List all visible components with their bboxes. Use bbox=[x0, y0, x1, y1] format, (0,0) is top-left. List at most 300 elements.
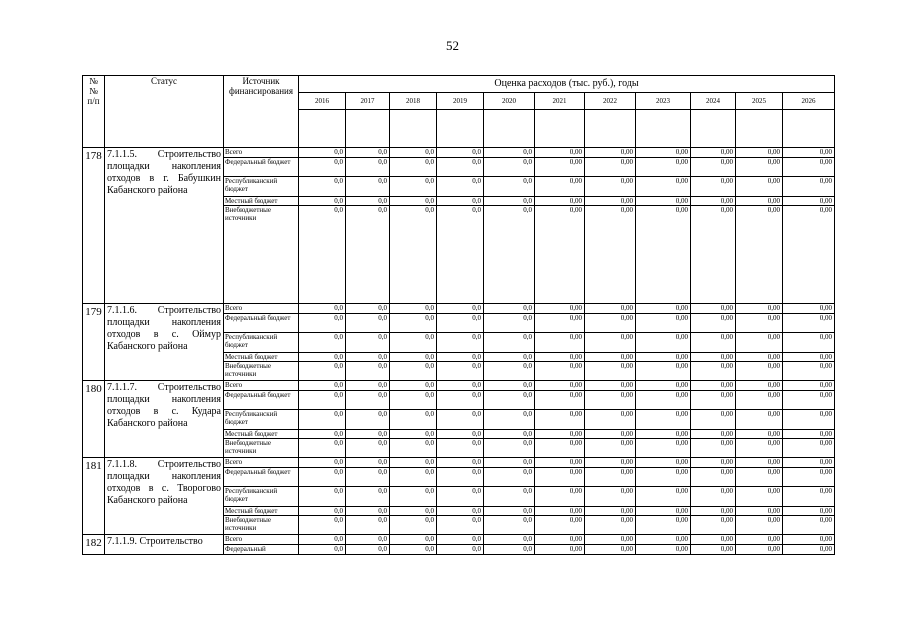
value-cell: 0,00 bbox=[691, 333, 736, 353]
value-cell: 0,00 bbox=[636, 516, 691, 535]
table-row bbox=[83, 535, 835, 545]
value-cell: 0,00 bbox=[636, 507, 691, 516]
value-cell: 0,00 bbox=[636, 410, 691, 430]
value-cell: 0,0 bbox=[299, 314, 346, 333]
header-year: 2025 bbox=[736, 93, 783, 110]
header-status: Статус bbox=[105, 76, 224, 148]
value-cell: 0,0 bbox=[484, 353, 535, 362]
header-blank-cell bbox=[346, 110, 390, 148]
value-cell: 0,0 bbox=[390, 206, 437, 304]
value-cell: 0,00 bbox=[783, 362, 835, 381]
header-source: Источник финансирования bbox=[224, 76, 299, 148]
value-cell: 0,0 bbox=[484, 439, 535, 458]
value-cell: 0,00 bbox=[736, 439, 783, 458]
value-cell: 0,00 bbox=[783, 148, 835, 158]
row-source: Всего bbox=[224, 381, 299, 391]
row-source: Федеральный бюджет bbox=[224, 314, 299, 333]
value-cell: 0,00 bbox=[691, 458, 736, 468]
value-cell: 0,0 bbox=[390, 148, 437, 158]
value-cell: 0,00 bbox=[736, 487, 783, 507]
header-blank-cell bbox=[437, 110, 484, 148]
value-cell: 0,00 bbox=[636, 381, 691, 391]
value-cell: 0,0 bbox=[484, 487, 535, 507]
value-cell: 0,0 bbox=[484, 535, 535, 545]
value-cell: 0,00 bbox=[691, 314, 736, 333]
value-cell: 0,00 bbox=[636, 333, 691, 353]
header-blank-cell bbox=[484, 110, 535, 148]
value-cell: 0,0 bbox=[390, 314, 437, 333]
value-cell: 0,00 bbox=[736, 391, 783, 410]
value-cell: 0,0 bbox=[346, 535, 390, 545]
value-cell: 0,00 bbox=[585, 545, 636, 555]
value-cell: 0,00 bbox=[535, 410, 585, 430]
value-cell: 0,0 bbox=[390, 439, 437, 458]
row-source: Республиканский бюджет bbox=[224, 410, 299, 430]
value-cell: 0,00 bbox=[535, 353, 585, 362]
header-year: 2017 bbox=[346, 93, 390, 110]
row-status: 7.1.1.9. Строительство bbox=[105, 535, 224, 555]
value-cell: 0,00 bbox=[736, 545, 783, 555]
value-cell: 0,00 bbox=[585, 468, 636, 487]
value-cell: 0,0 bbox=[437, 516, 484, 535]
value-cell: 0,0 bbox=[390, 177, 437, 197]
value-cell: 0,0 bbox=[437, 410, 484, 430]
row-source: Всего bbox=[224, 148, 299, 158]
value-cell: 0,0 bbox=[390, 197, 437, 206]
value-cell: 0,00 bbox=[736, 362, 783, 381]
value-cell: 0,00 bbox=[535, 458, 585, 468]
value-cell: 0,0 bbox=[390, 535, 437, 545]
value-cell: 0,0 bbox=[484, 314, 535, 333]
value-cell: 0,0 bbox=[484, 430, 535, 439]
value-cell: 0,0 bbox=[346, 177, 390, 197]
value-cell: 0,0 bbox=[390, 391, 437, 410]
value-cell: 0,0 bbox=[437, 535, 484, 545]
value-cell: 0,0 bbox=[484, 333, 535, 353]
value-cell: 0,0 bbox=[437, 148, 484, 158]
value-cell: 0,00 bbox=[535, 507, 585, 516]
value-cell: 0,00 bbox=[691, 206, 736, 304]
value-cell: 0,0 bbox=[484, 381, 535, 391]
row-source: Внебюджетные источники bbox=[224, 439, 299, 458]
value-cell: 0,00 bbox=[783, 177, 835, 197]
value-cell: 0,0 bbox=[390, 333, 437, 353]
value-cell: 0,0 bbox=[299, 516, 346, 535]
value-cell: 0,00 bbox=[783, 487, 835, 507]
value-cell: 0,00 bbox=[736, 516, 783, 535]
value-cell: 0,00 bbox=[636, 353, 691, 362]
header-year: 2016 bbox=[299, 93, 346, 110]
value-cell: 0,0 bbox=[390, 304, 437, 314]
value-cell: 0,00 bbox=[783, 206, 835, 304]
value-cell: 0,00 bbox=[691, 353, 736, 362]
row-status: 7.1.1.8. Строительство площадки накопления отходов в с. Творогово Кабанского района bbox=[105, 458, 224, 535]
value-cell: 0,0 bbox=[390, 430, 437, 439]
row-source: Местный бюджет bbox=[224, 197, 299, 206]
row-source: Внебюджетные источники bbox=[224, 362, 299, 381]
value-cell: 0,00 bbox=[691, 381, 736, 391]
header-blank-cell bbox=[783, 110, 835, 148]
value-cell: 0,00 bbox=[736, 535, 783, 545]
value-cell: 0,00 bbox=[585, 197, 636, 206]
value-cell: 0,0 bbox=[437, 206, 484, 304]
value-cell: 0,0 bbox=[346, 410, 390, 430]
value-cell: 0,0 bbox=[437, 468, 484, 487]
value-cell: 0,0 bbox=[390, 410, 437, 430]
header-year: 2019 bbox=[437, 93, 484, 110]
value-cell: 0,0 bbox=[299, 458, 346, 468]
value-cell: 0,0 bbox=[437, 381, 484, 391]
value-cell: 0,00 bbox=[585, 535, 636, 545]
value-cell: 0,00 bbox=[585, 362, 636, 381]
value-cell: 0,00 bbox=[736, 314, 783, 333]
value-cell: 0,00 bbox=[535, 381, 585, 391]
value-cell: 0,00 bbox=[636, 430, 691, 439]
value-cell: 0,00 bbox=[535, 197, 585, 206]
value-cell: 0,0 bbox=[437, 158, 484, 177]
value-cell: 0,00 bbox=[535, 158, 585, 177]
value-cell: 0,00 bbox=[736, 177, 783, 197]
value-cell: 0,0 bbox=[437, 197, 484, 206]
value-cell: 0,0 bbox=[484, 458, 535, 468]
value-cell: 0,0 bbox=[346, 197, 390, 206]
value-cell: 0,0 bbox=[299, 507, 346, 516]
value-cell: 0,00 bbox=[691, 430, 736, 439]
value-cell: 0,00 bbox=[636, 487, 691, 507]
header-year: 2023 bbox=[636, 93, 691, 110]
value-cell: 0,00 bbox=[535, 304, 585, 314]
value-cell: 0,00 bbox=[636, 439, 691, 458]
value-cell: 0,00 bbox=[585, 381, 636, 391]
value-cell: 0,0 bbox=[299, 391, 346, 410]
value-cell: 0,00 bbox=[585, 430, 636, 439]
header-year: 2020 bbox=[484, 93, 535, 110]
value-cell: 0,0 bbox=[437, 353, 484, 362]
value-cell: 0,0 bbox=[437, 177, 484, 197]
value-cell: 0,00 bbox=[636, 391, 691, 410]
value-cell: 0,0 bbox=[437, 430, 484, 439]
value-cell: 0,0 bbox=[299, 535, 346, 545]
value-cell: 0,00 bbox=[535, 362, 585, 381]
row-source: Всего bbox=[224, 458, 299, 468]
value-cell: 0,00 bbox=[736, 148, 783, 158]
value-cell: 0,00 bbox=[783, 439, 835, 458]
value-cell: 0,0 bbox=[437, 487, 484, 507]
value-cell: 0,0 bbox=[437, 391, 484, 410]
header-estimate: Оценка расходов (тыс. руб.), годы bbox=[299, 76, 835, 93]
value-cell: 0,00 bbox=[691, 439, 736, 458]
value-cell: 0,00 bbox=[585, 353, 636, 362]
value-cell: 0,0 bbox=[346, 545, 390, 555]
value-cell: 0,00 bbox=[691, 304, 736, 314]
value-cell: 0,0 bbox=[484, 304, 535, 314]
value-cell: 0,00 bbox=[783, 516, 835, 535]
value-cell: 0,00 bbox=[783, 468, 835, 487]
value-cell: 0,00 bbox=[535, 177, 585, 197]
value-cell: 0,0 bbox=[346, 314, 390, 333]
value-cell: 0,0 bbox=[484, 177, 535, 197]
value-cell: 0,0 bbox=[346, 507, 390, 516]
value-cell: 0,0 bbox=[437, 458, 484, 468]
value-cell: 0,00 bbox=[736, 158, 783, 177]
value-cell: 0,0 bbox=[390, 353, 437, 362]
expense-table bbox=[82, 75, 835, 555]
row-source: Федеральный бюджет bbox=[224, 158, 299, 177]
value-cell: 0,00 bbox=[585, 516, 636, 535]
header-number: № № п/п bbox=[83, 76, 105, 148]
value-cell: 0,00 bbox=[783, 158, 835, 177]
value-cell: 0,00 bbox=[691, 545, 736, 555]
value-cell: 0,00 bbox=[585, 439, 636, 458]
row-source: Республиканский бюджет bbox=[224, 487, 299, 507]
value-cell: 0,00 bbox=[636, 148, 691, 158]
value-cell: 0,00 bbox=[535, 516, 585, 535]
header-blank-cell bbox=[636, 110, 691, 148]
value-cell: 0,00 bbox=[783, 410, 835, 430]
value-cell: 0,00 bbox=[535, 487, 585, 507]
value-cell: 0,0 bbox=[346, 333, 390, 353]
value-cell: 0,0 bbox=[299, 177, 346, 197]
value-cell: 0,00 bbox=[585, 177, 636, 197]
value-cell: 0,00 bbox=[535, 333, 585, 353]
value-cell: 0,0 bbox=[437, 507, 484, 516]
value-cell: 0,0 bbox=[437, 314, 484, 333]
value-cell: 0,0 bbox=[484, 158, 535, 177]
value-cell: 0,00 bbox=[691, 410, 736, 430]
value-cell: 0,00 bbox=[783, 353, 835, 362]
value-cell: 0,0 bbox=[390, 487, 437, 507]
value-cell: 0,0 bbox=[484, 391, 535, 410]
value-cell: 0,00 bbox=[736, 410, 783, 430]
value-cell: 0,00 bbox=[691, 391, 736, 410]
value-cell: 0,0 bbox=[437, 362, 484, 381]
value-cell: 0,0 bbox=[437, 439, 484, 458]
value-cell: 0,0 bbox=[437, 545, 484, 555]
header-blank-cell bbox=[535, 110, 585, 148]
value-cell: 0,0 bbox=[299, 158, 346, 177]
value-cell: 0,0 bbox=[299, 545, 346, 555]
row-number: 180 bbox=[83, 381, 105, 458]
value-cell: 0,0 bbox=[484, 507, 535, 516]
value-cell: 0,00 bbox=[585, 206, 636, 304]
row-number: 181 bbox=[83, 458, 105, 535]
table-row bbox=[83, 148, 835, 158]
header-blank-cell bbox=[736, 110, 783, 148]
value-cell: 0,0 bbox=[437, 304, 484, 314]
header-year: 2018 bbox=[390, 93, 437, 110]
value-cell: 0,0 bbox=[390, 158, 437, 177]
value-cell: 0,0 bbox=[484, 410, 535, 430]
value-cell: 0,0 bbox=[390, 545, 437, 555]
value-cell: 0,00 bbox=[535, 314, 585, 333]
value-cell: 0,00 bbox=[783, 458, 835, 468]
header-blank-cell bbox=[691, 110, 736, 148]
value-cell: 0,0 bbox=[390, 516, 437, 535]
row-source: Республиканский бюджет bbox=[224, 177, 299, 197]
value-cell: 0,0 bbox=[484, 148, 535, 158]
row-source: Федеральный bbox=[224, 545, 299, 555]
value-cell: 0,0 bbox=[299, 197, 346, 206]
value-cell: 0,00 bbox=[783, 314, 835, 333]
value-cell: 0,00 bbox=[636, 304, 691, 314]
value-cell: 0,00 bbox=[736, 333, 783, 353]
value-cell: 0,0 bbox=[299, 362, 346, 381]
value-cell: 0,0 bbox=[299, 487, 346, 507]
header-blank-cell bbox=[390, 110, 437, 148]
row-number: 178 bbox=[83, 148, 105, 304]
row-source: Республиканский бюджет bbox=[224, 333, 299, 353]
value-cell: 0,00 bbox=[636, 468, 691, 487]
value-cell: 0,00 bbox=[585, 391, 636, 410]
value-cell: 0,00 bbox=[636, 158, 691, 177]
value-cell: 0,0 bbox=[346, 516, 390, 535]
value-cell: 0,00 bbox=[691, 468, 736, 487]
value-cell: 0,0 bbox=[299, 410, 346, 430]
value-cell: 0,0 bbox=[346, 362, 390, 381]
value-cell: 0,0 bbox=[346, 148, 390, 158]
value-cell: 0,0 bbox=[299, 333, 346, 353]
value-cell: 0,0 bbox=[299, 439, 346, 458]
table-row bbox=[83, 458, 835, 468]
value-cell: 0,0 bbox=[299, 381, 346, 391]
row-source: Внебюджетные источники bbox=[224, 516, 299, 535]
value-cell: 0,00 bbox=[691, 158, 736, 177]
row-status: 7.1.1.6. Строительство площадки накопления отходов в с. Оймур Кабанского района bbox=[105, 304, 224, 381]
value-cell: 0,00 bbox=[636, 206, 691, 304]
value-cell: 0,00 bbox=[783, 545, 835, 555]
value-cell: 0,0 bbox=[346, 468, 390, 487]
row-source: Всего bbox=[224, 535, 299, 545]
value-cell: 0,00 bbox=[535, 545, 585, 555]
value-cell: 0,0 bbox=[346, 439, 390, 458]
value-cell: 0,00 bbox=[535, 535, 585, 545]
value-cell: 0,00 bbox=[783, 197, 835, 206]
row-status: 7.1.1.7. Строительство площадки накопления отходов в с. Кудара Кабанского района bbox=[105, 381, 224, 458]
row-source: Местный бюджет bbox=[224, 430, 299, 439]
value-cell: 0,0 bbox=[346, 353, 390, 362]
value-cell: 0,00 bbox=[691, 507, 736, 516]
row-source: Внебюджетные источники bbox=[224, 206, 299, 304]
value-cell: 0,00 bbox=[783, 535, 835, 545]
value-cell: 0,0 bbox=[299, 353, 346, 362]
value-cell: 0,00 bbox=[736, 381, 783, 391]
row-status: 7.1.1.5. Строительство площадки накопления отходов в г. Бабушкин Кабанского района bbox=[105, 148, 224, 304]
value-cell: 0,0 bbox=[346, 381, 390, 391]
row-source: Всего bbox=[224, 304, 299, 314]
value-cell: 0,00 bbox=[535, 206, 585, 304]
page-number: 52 bbox=[446, 38, 459, 53]
value-cell: 0,00 bbox=[636, 362, 691, 381]
value-cell: 0,00 bbox=[691, 362, 736, 381]
value-cell: 0,00 bbox=[535, 468, 585, 487]
value-cell: 0,00 bbox=[636, 458, 691, 468]
header-blank-cell bbox=[585, 110, 636, 148]
value-cell: 0,00 bbox=[783, 430, 835, 439]
value-cell: 0,00 bbox=[585, 158, 636, 177]
value-cell: 0,0 bbox=[484, 362, 535, 381]
value-cell: 0,0 bbox=[346, 206, 390, 304]
value-cell: 0,0 bbox=[346, 458, 390, 468]
value-cell: 0,0 bbox=[484, 516, 535, 535]
value-cell: 0,00 bbox=[585, 410, 636, 430]
value-cell: 0,00 bbox=[535, 439, 585, 458]
table-row bbox=[83, 304, 835, 314]
header-year: 2024 bbox=[691, 93, 736, 110]
value-cell: 0,00 bbox=[636, 535, 691, 545]
value-cell: 0,0 bbox=[484, 197, 535, 206]
row-source: Федеральный бюджет bbox=[224, 468, 299, 487]
row-source: Федеральный бюджет bbox=[224, 391, 299, 410]
value-cell: 0,0 bbox=[484, 206, 535, 304]
header-year: 2022 bbox=[585, 93, 636, 110]
value-cell: 0,0 bbox=[390, 362, 437, 381]
value-cell: 0,0 bbox=[299, 304, 346, 314]
value-cell: 0,00 bbox=[585, 333, 636, 353]
value-cell: 0,00 bbox=[736, 353, 783, 362]
row-source: Местный бюджет bbox=[224, 507, 299, 516]
value-cell: 0,0 bbox=[346, 304, 390, 314]
value-cell: 0,00 bbox=[783, 333, 835, 353]
value-cell: 0,0 bbox=[484, 468, 535, 487]
value-cell: 0,0 bbox=[299, 148, 346, 158]
row-number: 179 bbox=[83, 304, 105, 381]
value-cell: 0,00 bbox=[783, 507, 835, 516]
value-cell: 0,0 bbox=[390, 381, 437, 391]
value-cell: 0,00 bbox=[636, 177, 691, 197]
value-cell: 0,0 bbox=[390, 458, 437, 468]
value-cell: 0,00 bbox=[736, 197, 783, 206]
header-year: 2021 bbox=[535, 93, 585, 110]
value-cell: 0,00 bbox=[636, 314, 691, 333]
header-year: 2026 bbox=[783, 93, 835, 110]
header-blank-cell bbox=[299, 110, 346, 148]
value-cell: 0,0 bbox=[346, 430, 390, 439]
value-cell: 0,00 bbox=[585, 314, 636, 333]
value-cell: 0,00 bbox=[535, 430, 585, 439]
value-cell: 0,0 bbox=[390, 468, 437, 487]
value-cell: 0,00 bbox=[585, 487, 636, 507]
value-cell: 0,00 bbox=[736, 458, 783, 468]
value-cell: 0,00 bbox=[736, 468, 783, 487]
value-cell: 0,0 bbox=[346, 158, 390, 177]
value-cell: 0,00 bbox=[691, 197, 736, 206]
value-cell: 0,00 bbox=[736, 206, 783, 304]
value-cell: 0,00 bbox=[636, 197, 691, 206]
value-cell: 0,00 bbox=[783, 381, 835, 391]
value-cell: 0,00 bbox=[585, 148, 636, 158]
value-cell: 0,00 bbox=[736, 507, 783, 516]
row-source: Местный бюджет bbox=[224, 353, 299, 362]
value-cell: 0,00 bbox=[691, 535, 736, 545]
value-cell: 0,00 bbox=[736, 304, 783, 314]
table-row bbox=[83, 381, 835, 391]
value-cell: 0,0 bbox=[390, 507, 437, 516]
value-cell: 0,0 bbox=[484, 545, 535, 555]
value-cell: 0,00 bbox=[783, 304, 835, 314]
value-cell: 0,0 bbox=[346, 487, 390, 507]
value-cell: 0,0 bbox=[299, 430, 346, 439]
value-cell: 0,00 bbox=[691, 148, 736, 158]
value-cell: 0,0 bbox=[299, 468, 346, 487]
value-cell: 0,00 bbox=[585, 507, 636, 516]
value-cell: 0,00 bbox=[585, 458, 636, 468]
value-cell: 0,0 bbox=[299, 206, 346, 304]
value-cell: 0,00 bbox=[585, 304, 636, 314]
value-cell: 0,0 bbox=[437, 333, 484, 353]
value-cell: 0,00 bbox=[636, 545, 691, 555]
value-cell: 0,0 bbox=[346, 391, 390, 410]
value-cell: 0,00 bbox=[736, 430, 783, 439]
